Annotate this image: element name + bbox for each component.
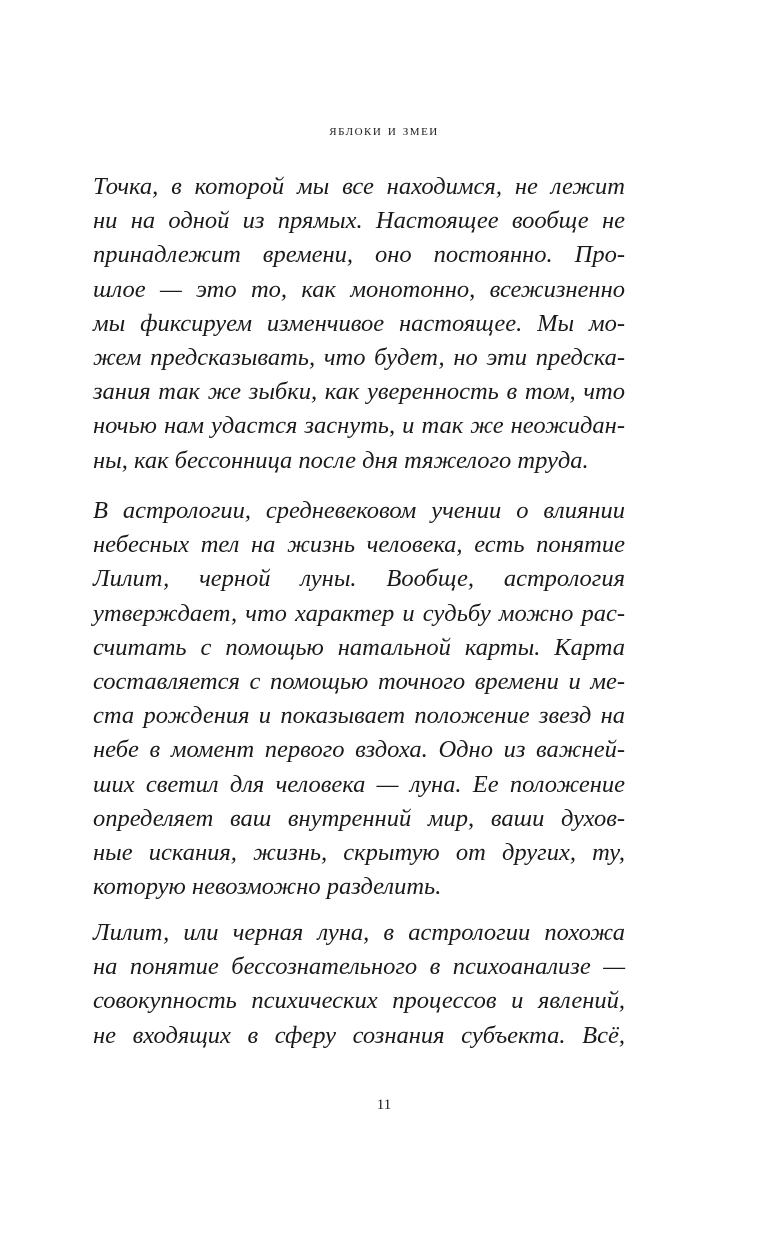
text-line: зания так же зыбки, как уверенность в том, что	[93, 378, 625, 406]
text-line: считать с помощью натальной карты. Карта	[93, 633, 625, 661]
text-line: Точка, в которой мы все находимся, не лежит	[93, 173, 625, 200]
text-line: определяет ваш внутренний мир, ваши духов-	[93, 804, 625, 832]
text-line: жем предсказывать, что будет, но эти предска-	[93, 343, 625, 371]
text-line: принадлежит времени, оно постоянно. Про-	[93, 241, 625, 269]
text-line: ни на одной из прямых. Настоящее вообще не	[93, 207, 625, 235]
text-line: ночью нам удастся заснуть, и так же неожидан-	[93, 412, 625, 440]
paragraph-2	[93, 494, 625, 904]
text-line: ные искания, жизнь, скрытую от других, ту,	[93, 838, 625, 866]
running-head: яблоки и змеи	[329, 122, 439, 139]
text-line: небесных тел на жизнь человека, есть понятие	[93, 531, 625, 559]
page-number: 11	[376, 1097, 392, 1113]
text-line: мы фиксируем изменчивое настоящее. Мы мо-	[93, 309, 625, 337]
text-line: совокупность психических процессов и явлений,	[93, 987, 625, 1015]
paragraph-1	[93, 170, 625, 478]
paragraph-3	[93, 916, 625, 1053]
text-line: составляется с помощью точного времени и ме-	[93, 667, 625, 695]
text-line: ны, как бессонница после дня тяжелого труда.	[93, 446, 589, 474]
text-line: В астрологии, средневековом учении о влиянии	[93, 497, 625, 524]
text-line: шлое — это то, как монотонно, всежизненно	[93, 275, 625, 303]
text-line: небе в момент первого вздоха. Одно из важней-	[93, 736, 625, 764]
text-line: Лилит, черной луны. Вообще, астрология	[93, 565, 625, 593]
text-line: Лилит, или черная луна, в астрологии похожа	[93, 919, 625, 946]
text-line: ших светил для человека — луна. Ее положение	[93, 770, 625, 798]
text-line: которую невозможно разделить.	[93, 873, 442, 901]
text-line: ста рождения и показывает положение звезд на	[93, 702, 625, 730]
text-line: на понятие бессознательного в психоанализе —	[93, 953, 625, 981]
text-line: утверждает, что характер и судьбу можно рас-	[93, 599, 625, 627]
text-line: не входящих в сферу сознания субъекта. Всё,	[93, 1021, 625, 1049]
